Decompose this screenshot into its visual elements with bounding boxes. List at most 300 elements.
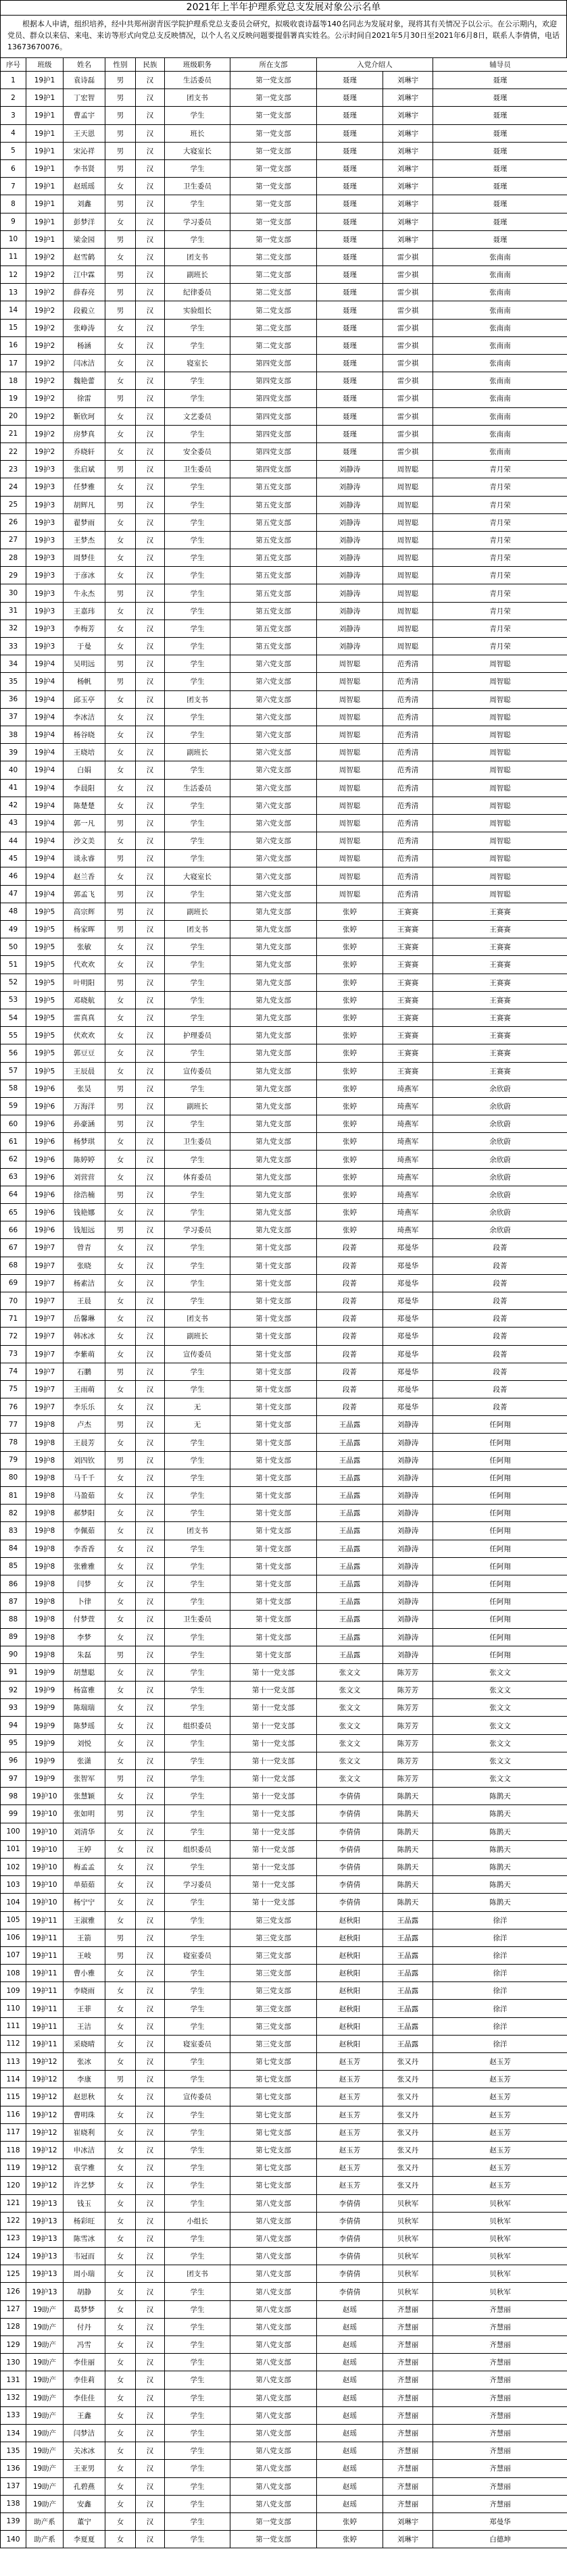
cell-introducer-1: 聂瑾 <box>317 89 383 107</box>
cell-counselor: 周智聪 <box>433 708 567 726</box>
cell-ethnicity: 汉 <box>136 461 165 478</box>
cell-counselor: 张文文 <box>433 1734 567 1752</box>
cell-counselor: 段菁 <box>433 1398 567 1416</box>
cell-position: 学生 <box>165 1699 230 1717</box>
cell-ethnicity: 汉 <box>136 2406 165 2424</box>
cell-ethnicity: 汉 <box>136 1593 165 1611</box>
cell-counselor: 青月荣 <box>433 638 567 655</box>
cell-introducer-1: 聂瑾 <box>317 213 383 230</box>
cell-counselor: 周智聪 <box>433 690 567 708</box>
cell-no: 12 <box>1 266 26 284</box>
cell-introducer-2: 刘静涛 <box>383 1646 433 1663</box>
cell-position: 学生 <box>165 1292 230 1309</box>
cell-no: 140 <box>1 2531 26 2548</box>
cell-class: 19护13 <box>26 2265 64 2283</box>
cell-introducer-2: 陈芳芳 <box>383 1663 433 1681</box>
cell-introducer-2: 王赛赛 <box>383 974 433 991</box>
cell-introducer-1: 刘静涛 <box>317 620 383 637</box>
cell-introducer-1: 周智聪 <box>317 726 383 743</box>
cell-class: 19助产 <box>26 2354 64 2371</box>
cell-introducer-2: 范秀清 <box>383 850 433 867</box>
cell-gender: 女 <box>105 867 136 885</box>
cell-position: 学生 <box>165 2159 230 2177</box>
cell-position: 学生 <box>165 1505 230 1522</box>
cell-name: 曹明珠 <box>64 2106 105 2123</box>
cell-ethnicity: 汉 <box>136 72 165 89</box>
cell-counselor: 青月荣 <box>433 620 567 637</box>
cell-position: 学生 <box>165 513 230 531</box>
table-row <box>1 178 567 195</box>
table-row <box>1 938 567 956</box>
cell-branch: 第四党支部 <box>230 443 317 460</box>
cell-no: 60 <box>1 1115 26 1133</box>
cell-counselor: 齐慧丽 <box>433 2300 567 2318</box>
cell-counselor: 齐慧丽 <box>433 2477 567 2495</box>
cell-introducer-2: 齐慧丽 <box>383 2442 433 2460</box>
cell-name: 单茹茹 <box>64 1876 105 1894</box>
cell-branch: 第九党支部 <box>230 1168 317 1186</box>
cell-introducer-1: 赵瑶 <box>317 2371 383 2389</box>
cell-name: 马千千 <box>64 1469 105 1486</box>
cell-introducer-1: 李倩倩 <box>317 1894 383 1911</box>
cell-branch: 第三党支部 <box>230 1982 317 2000</box>
cell-introducer-1: 聂瑾 <box>317 284 383 301</box>
cell-name: 刘悦 <box>64 1734 105 1752</box>
cell-introducer-2: 雷少祺 <box>383 425 433 443</box>
cell-branch: 第十党支部 <box>230 1328 317 1345</box>
cell-introducer-1: 刘静涛 <box>317 549 383 567</box>
cell-gender: 男 <box>105 142 136 159</box>
cell-gender: 女 <box>105 1380 136 1398</box>
cell-name: 翟梦雨 <box>64 513 105 531</box>
cell-no: 64 <box>1 1186 26 1203</box>
cell-no: 113 <box>1 2053 26 2071</box>
cell-gender: 女 <box>105 1469 136 1486</box>
cell-no: 59 <box>1 1097 26 1115</box>
table-row <box>1 1593 567 1611</box>
cell-gender: 男 <box>105 284 136 301</box>
cell-no: 67 <box>1 1239 26 1257</box>
cell-position: 学生 <box>165 726 230 743</box>
cell-gender: 女 <box>105 2212 136 2229</box>
cell-position: 学生 <box>165 584 230 602</box>
cell-position: 团支书 <box>165 1522 230 1540</box>
table-row <box>1 1911 567 1929</box>
cell-no: 29 <box>1 567 26 584</box>
cell-class: 19护3 <box>26 549 64 567</box>
cell-introducer-1: 段菁 <box>317 1363 383 1380</box>
cell-name: 李梦 <box>64 1628 105 1646</box>
cell-position: 学生 <box>165 336 230 354</box>
cell-position: 学生 <box>165 2424 230 2442</box>
cell-gender: 女 <box>105 478 136 496</box>
cell-branch: 第十一党支部 <box>230 1717 317 1734</box>
cell-branch: 第八党支部 <box>230 2460 317 2477</box>
cell-branch: 第十党支部 <box>230 1540 317 1557</box>
cell-no: 138 <box>1 2495 26 2512</box>
cell-counselor: 聂瑾 <box>433 107 567 124</box>
cell-introducer-2: 范秀清 <box>383 708 433 726</box>
cell-counselor: 张南南 <box>433 372 567 390</box>
cell-no: 55 <box>1 1027 26 1044</box>
cell-introducer-1: 聂瑾 <box>317 443 383 460</box>
cell-name: 王晨芳 <box>64 1434 105 1451</box>
cell-name: 王鑫 <box>64 2406 105 2424</box>
cell-name: 王箭 <box>64 1929 105 1946</box>
cell-introducer-2: 范秀清 <box>383 761 433 779</box>
cell-introducer-2: 张又丹 <box>383 2141 433 2158</box>
cell-introducer-2: 范秀清 <box>383 690 433 708</box>
cell-gender: 女 <box>105 425 136 443</box>
cell-counselor: 齐慧丽 <box>433 2442 567 2460</box>
cell-class: 19护4 <box>26 850 64 867</box>
cell-counselor: 张南南 <box>433 336 567 354</box>
cell-ethnicity: 汉 <box>136 178 165 195</box>
cell-branch: 第七党支部 <box>230 2123 317 2141</box>
cell-position: 学生 <box>165 1628 230 1646</box>
cell-introducer-2: 周智聪 <box>383 584 433 602</box>
cell-no: 63 <box>1 1168 26 1186</box>
cell-branch: 第十一党支部 <box>230 1663 317 1681</box>
cell-no: 105 <box>1 1911 26 1929</box>
cell-ethnicity: 汉 <box>136 1840 165 1858</box>
table-row <box>1 1257 567 1274</box>
table-row <box>1 2406 567 2424</box>
cell-introducer-1: 段菁 <box>317 1239 383 1257</box>
cell-position: 学生 <box>165 655 230 673</box>
cell-introducer-2: 刘静涛 <box>383 1434 433 1451</box>
cell-gender: 女 <box>105 319 136 336</box>
cell-branch: 第九党支部 <box>230 921 317 938</box>
cell-name: 李冰洁 <box>64 708 105 726</box>
cell-class: 19护8 <box>26 1416 64 1434</box>
cell-position: 学生 <box>165 1575 230 1592</box>
cell-ethnicity: 汉 <box>136 336 165 354</box>
cell-ethnicity: 汉 <box>136 1027 165 1044</box>
cell-class: 19护9 <box>26 1699 64 1717</box>
cell-counselor: 王赛赛 <box>433 1062 567 1080</box>
table-row <box>1 2477 567 2495</box>
cell-introducer-2: 陈鹊天 <box>383 1805 433 1823</box>
cell-ethnicity: 汉 <box>136 284 165 301</box>
cell-introducer-1: 张婷 <box>317 938 383 956</box>
cell-introducer-1: 段菁 <box>317 1292 383 1309</box>
table-row <box>1 1133 567 1151</box>
cell-name: 胡辉凡 <box>64 496 105 513</box>
cell-branch: 第八党支部 <box>230 2371 317 2389</box>
cell-counselor: 张文文 <box>433 1770 567 1788</box>
cell-introducer-1: 周智聪 <box>317 761 383 779</box>
cell-branch: 第十党支部 <box>230 1469 317 1486</box>
cell-gender: 女 <box>105 1611 136 1628</box>
cell-counselor: 任阿翔 <box>433 1557 567 1575</box>
cell-introducer-1: 刘静涛 <box>317 461 383 478</box>
cell-class: 19护2 <box>26 372 64 390</box>
cell-branch: 第三党支部 <box>230 1911 317 1929</box>
cell-ethnicity: 汉 <box>136 531 165 549</box>
cell-no: 104 <box>1 1894 26 1911</box>
cell-ethnicity: 汉 <box>136 1611 165 1628</box>
cell-class: 19护3 <box>26 602 64 620</box>
cell-introducer-2: 雷少祺 <box>383 390 433 407</box>
cell-introducer-1: 赵秋阳 <box>317 2035 383 2052</box>
cell-counselor: 张南南 <box>433 355 567 372</box>
cell-introducer-1: 段菁 <box>317 1328 383 1345</box>
cell-ethnicity: 汉 <box>136 1062 165 1080</box>
cell-no: 2 <box>1 89 26 107</box>
cell-branch: 第八党支部 <box>230 2477 317 2495</box>
cell-gender: 男 <box>105 921 136 938</box>
cell-class: 19助产 <box>26 2442 64 2460</box>
table-row <box>1 2123 567 2141</box>
cell-no: 120 <box>1 2177 26 2194</box>
table-row <box>1 319 567 336</box>
cell-ethnicity: 汉 <box>136 1328 165 1345</box>
cell-introducer-2: 雷少祺 <box>383 407 433 425</box>
cell-class: 19护9 <box>26 1717 64 1734</box>
table-row <box>1 867 567 885</box>
cell-introducer-1: 周智聪 <box>317 655 383 673</box>
cell-class: 19护5 <box>26 938 64 956</box>
table-row <box>1 1416 567 1434</box>
cell-position: 小组长 <box>165 2212 230 2229</box>
cell-name: 闫梦 <box>64 1575 105 1592</box>
cell-position: 学生 <box>165 1204 230 1221</box>
cell-class: 19护10 <box>26 1894 64 1911</box>
cell-branch: 第一党支部 <box>230 213 317 230</box>
cell-position: 学生 <box>165 2177 230 2194</box>
cell-introducer-1: 张婷 <box>317 903 383 920</box>
cell-name: 徐浩楠 <box>64 1186 105 1203</box>
cell-introducer-1: 段菁 <box>317 1380 383 1398</box>
cell-gender: 女 <box>105 779 136 797</box>
cell-gender: 女 <box>105 2106 136 2123</box>
cell-position: 组织委员 <box>165 1840 230 1858</box>
cell-counselor: 赵玉芳 <box>433 2141 567 2158</box>
cell-ethnicity: 汉 <box>136 213 165 230</box>
cell-class: 19护10 <box>26 1858 64 1875</box>
cell-branch: 第九党支部 <box>230 1027 317 1044</box>
cell-introducer-2: 张又丹 <box>383 2106 433 2123</box>
cell-introducer-2: 范秀清 <box>383 814 433 832</box>
cell-position: 学生 <box>165 974 230 991</box>
cell-counselor: 周智聪 <box>433 832 567 850</box>
cell-position: 纪律委员 <box>165 284 230 301</box>
table-row <box>1 159 567 177</box>
cell-class: 19护8 <box>26 1434 64 1451</box>
cell-introducer-2: 郑曼华 <box>383 1292 433 1309</box>
cell-counselor: 周智聪 <box>433 761 567 779</box>
cell-counselor: 白德坤 <box>433 2531 567 2548</box>
table-row <box>1 230 567 248</box>
header-gender: 性别 <box>105 58 136 72</box>
cell-introducer-1: 张婷 <box>317 1151 383 1168</box>
cell-branch: 第三党支部 <box>230 2017 317 2035</box>
cell-introducer-1: 李倩倩 <box>317 2229 383 2247</box>
cell-branch: 第十一党支部 <box>230 1752 317 1769</box>
cell-position: 卫生委员 <box>165 1611 230 1628</box>
cell-branch: 第一党支部 <box>230 142 317 159</box>
cell-introducer-2: 刘静涛 <box>383 1540 433 1557</box>
cell-name: 牛永杰 <box>64 584 105 602</box>
cell-no: 53 <box>1 991 26 1009</box>
cell-branch: 第九党支部 <box>230 903 317 920</box>
cell-class: 19护2 <box>26 319 64 336</box>
cell-name: 郭豆豆 <box>64 1044 105 1062</box>
cell-class: 19护11 <box>26 2035 64 2052</box>
cell-introducer-1: 聂瑾 <box>317 301 383 319</box>
cell-no: 49 <box>1 921 26 938</box>
cell-name: 闫梦洁 <box>64 2424 105 2442</box>
cell-name: 郝梦阳 <box>64 1505 105 1522</box>
cell-name: 孔碧燕 <box>64 2477 105 2495</box>
table-row <box>1 1540 567 1557</box>
cell-position: 宣传委员 <box>165 1345 230 1363</box>
cell-introducer-1: 聂瑾 <box>317 142 383 159</box>
cell-introducer-1: 王晶露 <box>317 1540 383 1557</box>
table-body <box>1 72 567 2548</box>
cell-counselor: 张南南 <box>433 266 567 284</box>
cell-counselor: 齐慧丽 <box>433 2354 567 2371</box>
cell-branch: 第六党支部 <box>230 885 317 903</box>
cell-ethnicity: 汉 <box>136 903 165 920</box>
cell-name: 张晓 <box>64 1257 105 1274</box>
cell-counselor: 张南南 <box>433 301 567 319</box>
cell-introducer-1: 张婷 <box>317 1097 383 1115</box>
cell-introducer-1: 张婷 <box>317 1133 383 1151</box>
cell-introducer-1: 王晶露 <box>317 1593 383 1611</box>
cell-ethnicity: 汉 <box>136 2212 165 2229</box>
cell-counselor: 聂瑾 <box>433 72 567 89</box>
cell-name: 李书贤 <box>64 159 105 177</box>
cell-counselor: 周智聪 <box>433 814 567 832</box>
cell-ethnicity: 汉 <box>136 1894 165 1911</box>
cell-no: 8 <box>1 195 26 213</box>
cell-class: 19护7 <box>26 1292 64 1309</box>
cell-no: 22 <box>1 443 26 460</box>
cell-ethnicity: 汉 <box>136 1133 165 1151</box>
cell-counselor: 陈鹊天 <box>433 1858 567 1875</box>
cell-introducer-2: 刘琳宇 <box>383 107 433 124</box>
cell-branch: 第六党支部 <box>230 867 317 885</box>
cell-gender: 女 <box>105 2159 136 2177</box>
cell-ethnicity: 汉 <box>136 814 165 832</box>
cell-introducer-2: 刘琳宇 <box>383 195 433 213</box>
cell-class: 19护12 <box>26 2106 64 2123</box>
table-row <box>1 690 567 708</box>
cell-gender: 女 <box>105 602 136 620</box>
table-row <box>1 2531 567 2548</box>
cell-introducer-2: 张又丹 <box>383 2177 433 2194</box>
cell-position: 学生 <box>165 2460 230 2477</box>
cell-name: 张昊 <box>64 1080 105 1097</box>
cell-gender: 女 <box>105 1168 136 1186</box>
cell-introducer-2: 范秀清 <box>383 832 433 850</box>
table-row <box>1 2229 567 2247</box>
cell-introducer-2: 琦燕军 <box>383 1115 433 1133</box>
cell-class: 19护1 <box>26 142 64 159</box>
cell-gender: 男 <box>105 1805 136 1823</box>
cell-ethnicity: 汉 <box>136 1752 165 1769</box>
cell-gender: 女 <box>105 1982 136 2000</box>
table-row <box>1 1646 567 1663</box>
cell-branch: 第九党支部 <box>230 1115 317 1133</box>
cell-ethnicity: 汉 <box>136 1557 165 1575</box>
cell-counselor: 齐慧丽 <box>433 2371 567 2389</box>
cell-introducer-2: 雷少祺 <box>383 336 433 354</box>
cell-position: 学生 <box>165 885 230 903</box>
cell-class: 19护12 <box>26 2053 64 2071</box>
cell-introducer-2: 周智聪 <box>383 513 433 531</box>
cell-counselor: 聂瑾 <box>433 159 567 177</box>
cell-no: 85 <box>1 1557 26 1575</box>
cell-introducer-2: 王赛赛 <box>383 956 433 974</box>
cell-class: 19护5 <box>26 1062 64 1080</box>
cell-gender: 女 <box>105 2371 136 2389</box>
cell-introducer-2: 陈芳芳 <box>383 1699 433 1717</box>
table-row <box>1 496 567 513</box>
cell-branch: 第七党支部 <box>230 2053 317 2071</box>
cell-position: 团支书 <box>165 690 230 708</box>
cell-branch: 第十一党支部 <box>230 1823 317 1840</box>
cell-branch: 第五党支部 <box>230 620 317 637</box>
cell-position: 学生 <box>165 2336 230 2354</box>
cell-ethnicity: 汉 <box>136 2017 165 2035</box>
cell-no: 68 <box>1 1257 26 1274</box>
cell-counselor: 段菁 <box>433 1345 567 1363</box>
cell-name: 曹小雅 <box>64 1965 105 1982</box>
cell-ethnicity: 汉 <box>136 2141 165 2158</box>
cell-position: 学生 <box>165 496 230 513</box>
cell-position: 学生 <box>165 1469 230 1486</box>
cell-no: 114 <box>1 2071 26 2088</box>
cell-no: 32 <box>1 620 26 637</box>
cell-name: 崔晓利 <box>64 2123 105 2141</box>
cell-branch: 第六党支部 <box>230 655 317 673</box>
cell-class: 19护9 <box>26 1770 64 1788</box>
cell-ethnicity: 汉 <box>136 1929 165 1946</box>
cell-class: 19护4 <box>26 708 64 726</box>
table-row <box>1 107 567 124</box>
cell-name: 张潇 <box>64 1752 105 1769</box>
cell-class: 19护3 <box>26 567 64 584</box>
cell-gender: 女 <box>105 1699 136 1717</box>
cell-introducer-1: 李倩倩 <box>317 1805 383 1823</box>
cell-no: 81 <box>1 1487 26 1505</box>
cell-gender: 女 <box>105 2424 136 2442</box>
table-row <box>1 336 567 354</box>
cell-class: 19护4 <box>26 690 64 708</box>
cell-introducer-2: 周智聪 <box>383 638 433 655</box>
cell-class: 19护13 <box>26 2194 64 2212</box>
cell-position: 学生 <box>165 1115 230 1133</box>
cell-no: 24 <box>1 478 26 496</box>
cell-no: 74 <box>1 1363 26 1380</box>
cell-class: 19护2 <box>26 266 64 284</box>
cell-name: 石鹏 <box>64 1363 105 1380</box>
cell-name: 陈楚楚 <box>64 797 105 814</box>
cell-introducer-2: 周智聪 <box>383 620 433 637</box>
cell-class: 19护11 <box>26 1965 64 1982</box>
cell-branch: 第二党支部 <box>230 336 317 354</box>
cell-no: 56 <box>1 1044 26 1062</box>
table-row <box>1 956 567 974</box>
cell-introducer-1: 周智聪 <box>317 690 383 708</box>
cell-introducer-1: 王晶露 <box>317 1575 383 1592</box>
cell-introducer-1: 赵瑶 <box>317 2442 383 2460</box>
table-row <box>1 2035 567 2052</box>
cell-branch: 第五党支部 <box>230 513 317 531</box>
